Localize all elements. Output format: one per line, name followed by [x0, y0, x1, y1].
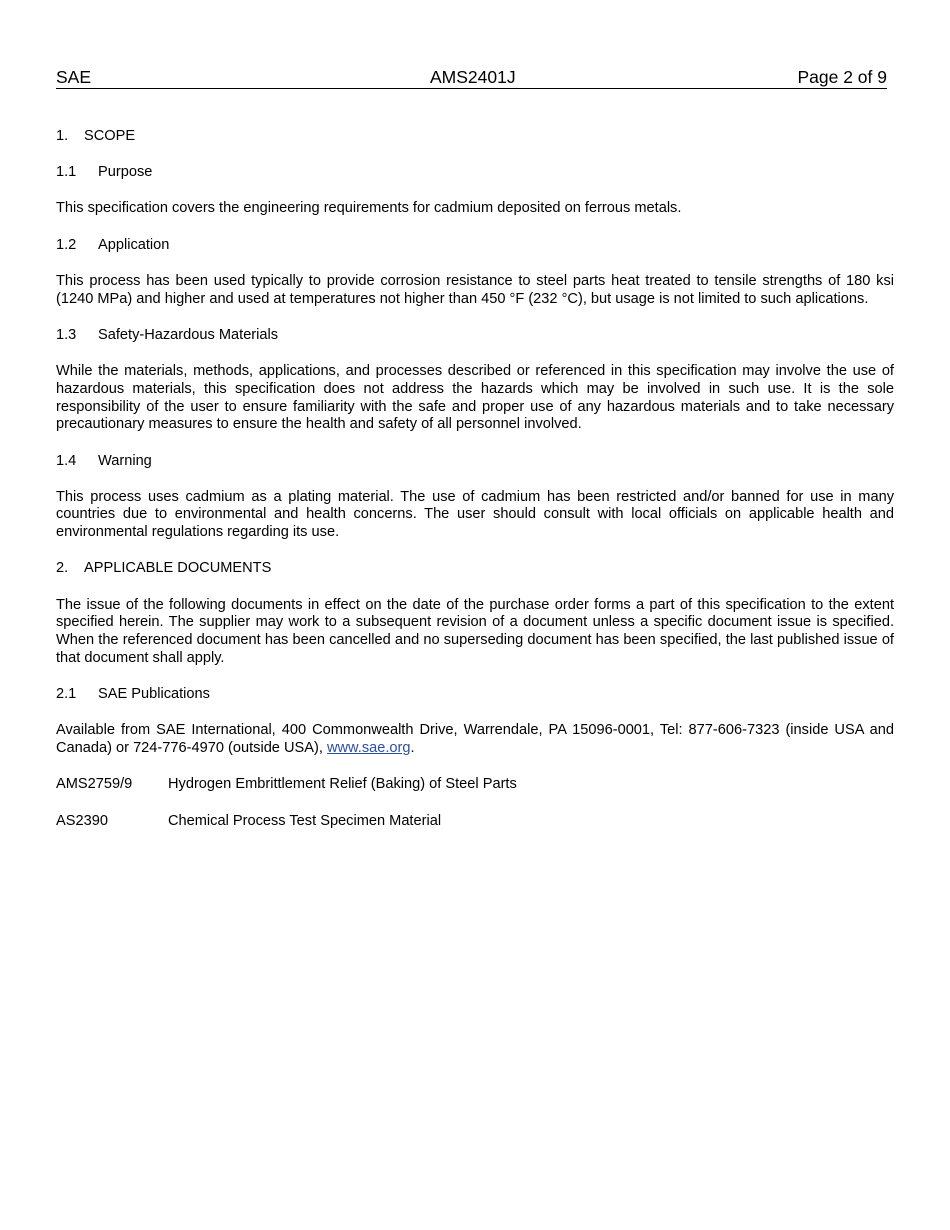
reference-code: AS2390 — [56, 812, 108, 829]
paragraph-warning: This process uses cadmium as a plating material. The use of cadmium has been restricted and/or banned for use in many countries due to environmental and health concerns. The user should consult with local officials on applicable health and environmental regulations regarding its use. — [56, 488, 894, 541]
reference-row — [56, 776, 894, 794]
section-title: Application — [98, 236, 170, 253]
reference-row — [56, 813, 894, 831]
section-heading-purpose — [56, 164, 894, 182]
section-number: 1.3 — [56, 326, 77, 343]
reference-title: Chemical Process Test Specimen Material — [168, 812, 442, 829]
paragraph-sae-publications — [56, 722, 894, 758]
section-number: 2.1 — [56, 686, 77, 703]
section-heading-warning — [56, 453, 894, 471]
paragraph-safety: While the materials, methods, applications, and processes described or referenced in this specification may involve the use of hazardous materials, this specification does not address the hazards which may be involved in such use. It is the sole responsibility of the user to ensure familiarity with the safe and proper use of any hazardous materials and to take necessary precautionary measures to ensure the health and safety of all personnel involved. — [56, 362, 894, 433]
page-header — [56, 67, 887, 89]
sentence-end: . — [410, 740, 415, 757]
header-org: SAE — [56, 67, 92, 87]
section-heading-sae-publications — [56, 686, 894, 704]
paragraph-application: This process has been used typically to provide corrosion resistance to steel parts heat treated to tensile strengths of 180 ksi (1240 MPa) and higher and used at temperatures not higher than 450 °F (232 °C), but usage is not limited to such aplications. — [56, 272, 894, 307]
section-title: Purpose — [98, 164, 153, 181]
header-doc-number: AMS2401J — [430, 67, 516, 87]
section-heading-scope — [56, 128, 894, 146]
section-title: APPLICABLE DOCUMENTS — [84, 560, 272, 577]
section-number: 2. — [56, 560, 69, 577]
sae-website-link[interactable]: www.sae.org — [326, 740, 411, 757]
reference-code: AMS2759/9 — [56, 776, 133, 793]
section-number: 1. — [56, 128, 69, 144]
section-title: Safety-Hazardous Materials — [98, 326, 279, 343]
header-page-number: Page 2 of 9 — [797, 67, 887, 87]
section-title: SAE Publications — [98, 686, 210, 703]
paragraph-purpose: This specification covers the engineering requirements for cadmium deposited on ferrous metals. — [56, 200, 682, 217]
section-number: 1.1 — [56, 164, 77, 181]
section-heading-safety — [56, 327, 894, 345]
section-heading-applicable-documents — [56, 560, 894, 578]
paragraph-applicable-documents: The issue of the following documents in effect on the date of the purchase order forms a part of this specification to the extent specified herein. The supplier may work to a subsequent revision of a document unless a specific document issue is specified. When the referenced document has been cancelled and no superseding document has been specified, the last published issue of that document shall apply. — [56, 596, 894, 667]
document-body — [56, 128, 894, 849]
section-heading-application — [56, 237, 894, 255]
section-number: 1.4 — [56, 452, 77, 469]
sae-address-text: Available from SAE International, 400 Commonwealth Drive, Warrendale, PA 15096-0001, Tel: 877-606-7323 (inside USA and Canada) or 724-776-4970 (outside USA), — [56, 722, 894, 757]
section-title: SCOPE — [84, 128, 136, 144]
section-number: 1.2 — [56, 236, 77, 253]
section-title: Warning — [98, 452, 152, 469]
reference-title: Hydrogen Embrittlement Relief (Baking) of Steel Parts — [168, 776, 517, 793]
